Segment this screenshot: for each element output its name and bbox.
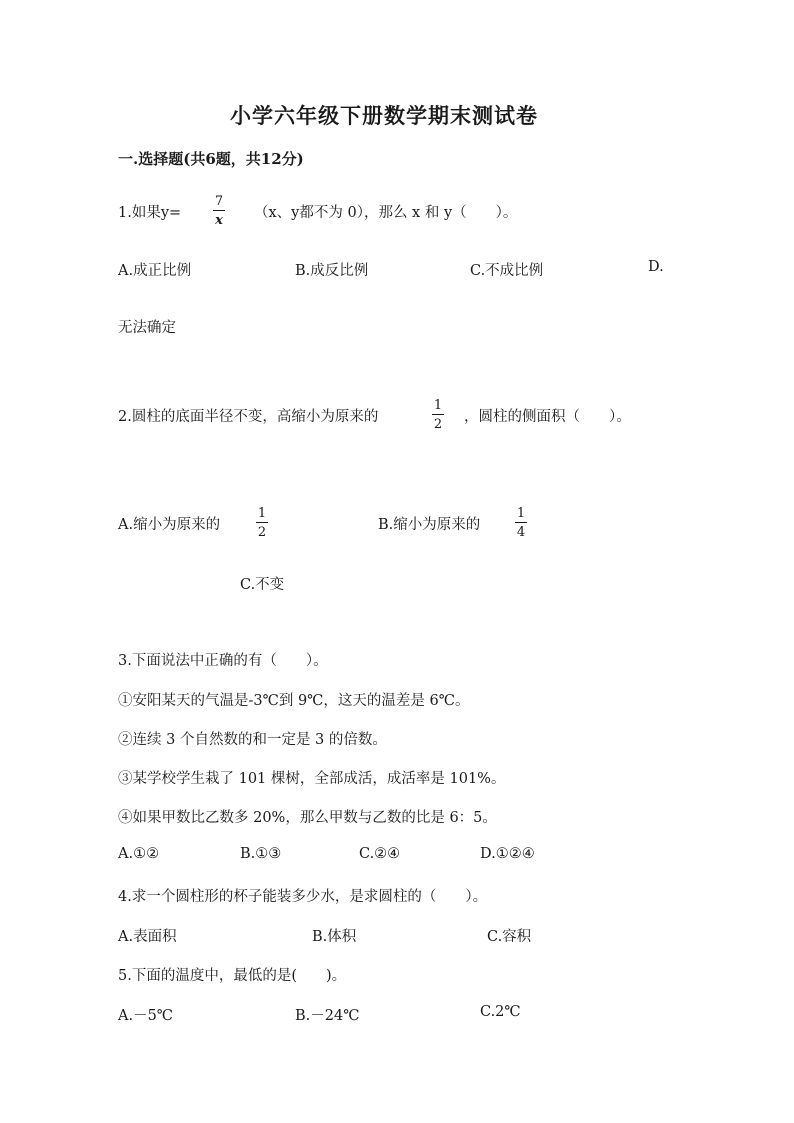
q2-fraction — [430, 399, 446, 431]
q1-option-c: C.不成比例 — [470, 263, 544, 279]
q3-option-d: D.①②④ — [480, 846, 535, 862]
q2-option-c: C.不变 — [240, 577, 285, 593]
q5-option-b: B.－24℃ — [295, 1008, 360, 1024]
q3-option-b: B.①③ — [240, 846, 282, 862]
q5-stem: 5.下面的温度中，最低的是( )。 — [118, 968, 347, 984]
q1-option-b: B.成反比例 — [295, 263, 369, 279]
q3-statement-3: ③某学校学生栽了 101 棵树，全部成活，成活率是 101%。 — [118, 771, 506, 787]
q1-fraction — [211, 195, 227, 227]
q3-option-a: A.①② — [118, 846, 160, 862]
q3-statement-2: ②连续 3 个自然数的和一定是 3 的倍数。 — [118, 732, 387, 748]
q2-option-b-numerator: 1 — [516, 506, 526, 521]
q4-option-a: A.表面积 — [118, 929, 177, 945]
q2-prefix: 2.圆柱的底面半径不变，高缩小为原来的 — [118, 409, 379, 425]
q1-fraction-denominator: x — [215, 213, 223, 228]
q3-stem: 3.下面说法中正确的有（ ）。 — [118, 653, 328, 669]
q3-statement-4: ④如果甲数比乙数多 20%，那么甲数与乙数的比是 6：5。 — [118, 810, 497, 826]
q2-option-b: B.缩小为原来的 — [378, 517, 481, 533]
q1-fraction-numerator: 7 — [214, 194, 224, 209]
q1-option-d: D. — [648, 259, 664, 275]
exam-title: 小学六年级下册数学期末测试卷 — [230, 103, 538, 128]
q2-option-a-denominator: 2 — [257, 525, 267, 540]
q1-suffix: （x、y都不为 0），那么 x 和 y（ ）。 — [254, 205, 518, 221]
q2-option-b-denominator: 4 — [516, 525, 526, 540]
q5-option-a: A.－5℃ — [118, 1008, 174, 1024]
q3-option-c: C.②④ — [359, 846, 401, 862]
q3-statement-1: ①安阳某天的气温是-3℃到 9℃，这天的温差是 6℃。 — [118, 693, 470, 709]
q2-suffix: ，圆柱的侧面积（ ）。 — [464, 409, 631, 425]
section-heading: 一.选择题(共6题，共12分) — [118, 150, 304, 168]
q1-prefix: 1.如果y= — [118, 205, 182, 221]
q2-option-a-fraction — [254, 507, 270, 539]
q2-fraction-denominator: 2 — [433, 417, 443, 432]
q4-option-b: B.体积 — [312, 929, 357, 945]
q2-option-a-numerator: 1 — [257, 506, 267, 521]
q5-option-c: C.2℃ — [480, 1004, 521, 1020]
q2-option-a: A.缩小为原来的 — [118, 517, 221, 533]
q4-stem: 4.求一个圆柱形的杯子能装多少水，是求圆柱的（ ）。 — [118, 889, 488, 905]
q1-option-a: A.成正比例 — [118, 263, 192, 279]
q1-option-d-text: 无法确定 — [118, 320, 176, 336]
q4-option-c: C.容积 — [487, 929, 532, 945]
q2-option-b-fraction — [513, 507, 529, 539]
q2-fraction-numerator: 1 — [433, 398, 443, 413]
